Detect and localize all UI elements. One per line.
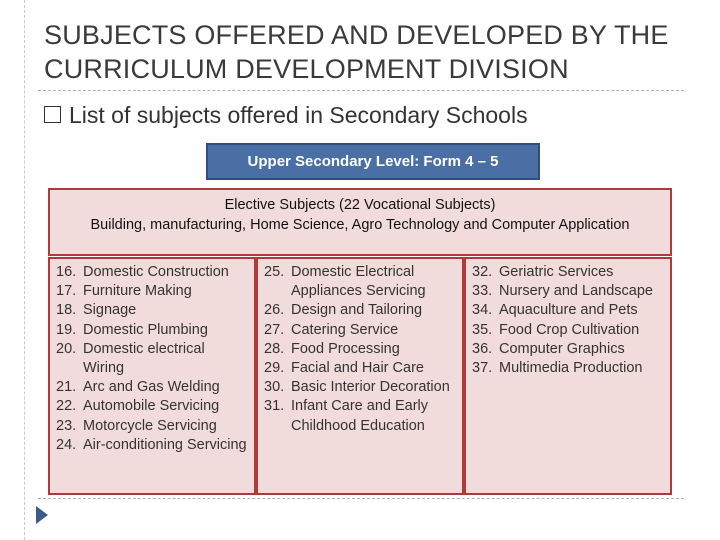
subject-item: [56, 378, 248, 397]
subject-item: [472, 301, 664, 320]
subject-number: 20.: [56, 340, 77, 357]
subject-number: 26.: [264, 302, 285, 319]
subject-number: 33.: [472, 283, 493, 300]
subject-number: 18.: [56, 302, 77, 319]
subject-number: 30.: [264, 379, 285, 396]
subject-number: 35.: [472, 321, 493, 338]
subject-number: 37.: [472, 360, 493, 377]
subject-name: Catering Service: [291, 321, 399, 338]
subject-number: 19.: [56, 321, 77, 338]
subject-number: 29.: [264, 360, 285, 377]
checkbox-bullet-icon: [44, 106, 61, 123]
subject-name: Motorcycle Servicing: [83, 417, 217, 434]
subject-item: [472, 263, 664, 282]
upper-secondary-label: Upper Secondary Level: Form 4 – 5: [206, 143, 540, 180]
subject-name: Aquaculture and Pets: [499, 302, 638, 319]
subject-name: Furniture Making: [83, 283, 192, 300]
subject-column-3: [464, 257, 672, 495]
divider-top: [38, 90, 684, 91]
subject-number: 28.: [264, 340, 285, 357]
subject-name: Geriatric Services: [499, 264, 614, 280]
subject-item: [56, 321, 248, 340]
bullet-text: List of subjects offered in Secondary Schools: [69, 102, 528, 128]
subject-item: [264, 321, 456, 340]
elective-header-text: Elective Subjects (22 Vocational Subjects) Building, manufacturing, Home Science, Agro Technology and Computer Application: [90, 197, 630, 233]
subject-name: Infant Care and Early Childhood Education: [291, 398, 429, 434]
subject-name: Food Processing: [291, 340, 400, 357]
subject-item: [56, 436, 248, 455]
subject-name: Domestic Electrical Appliances Servicing: [291, 264, 426, 300]
play-triangle-icon[interactable]: [36, 506, 48, 524]
subject-name: Computer Graphics: [499, 340, 625, 357]
subject-item: [264, 301, 456, 320]
subject-name: Domestic electrical Wiring: [83, 340, 205, 377]
subject-item: [472, 282, 664, 301]
subject-item: [56, 301, 248, 320]
subject-item: [56, 417, 248, 436]
subject-name: Signage: [83, 302, 137, 319]
subject-item: [56, 340, 248, 378]
subject-item: [472, 321, 664, 340]
subject-name: Automobile Servicing: [83, 398, 220, 415]
subject-number: 17.: [56, 283, 77, 300]
subject-number: 21.: [56, 379, 77, 396]
subject-number: 25.: [264, 264, 285, 280]
slide-title: SUBJECTS OFFERED AND DEVELOPED BY THE CURRICULUM DEVELOPMENT DIVISION: [44, 20, 669, 84]
subject-item: [264, 378, 456, 397]
subject-number: 31.: [264, 398, 285, 415]
subject-number: 36.: [472, 340, 493, 357]
subject-name: Domestic Construction: [83, 264, 229, 280]
subject-name: Nursery and Landscape: [499, 283, 653, 300]
subject-column-1: [48, 257, 256, 495]
elective-header: [48, 188, 672, 256]
subject-item: [56, 397, 248, 416]
subject-name: Domestic Plumbing: [83, 321, 208, 338]
subject-item: [472, 340, 664, 359]
subject-number: 16.: [56, 264, 77, 280]
subject-number: 22.: [56, 398, 77, 415]
subject-name: Air-conditioning Servicing: [83, 436, 247, 453]
subject-item: [264, 359, 456, 378]
decorative-vertical-line: [24, 0, 25, 540]
subject-number: 34.: [472, 302, 493, 319]
subject-column-2: [256, 257, 464, 495]
subject-name: Design and Tailoring: [291, 302, 423, 319]
subject-name: Multimedia Production: [499, 360, 643, 377]
divider-bottom: [38, 498, 684, 499]
subject-number: 27.: [264, 321, 285, 338]
subject-name: Facial and Hair Care: [291, 360, 424, 377]
subject-item: [56, 282, 248, 301]
subject-item: [264, 263, 456, 301]
subject-item: [56, 263, 248, 282]
subject-number: 24.: [56, 436, 77, 453]
subject-item: [264, 340, 456, 359]
subject-number: 32.: [472, 264, 493, 280]
subject-name: Basic Interior Decoration: [291, 379, 450, 396]
bullet-item: [44, 102, 528, 129]
subject-item: [264, 397, 456, 435]
subject-name: Food Crop Cultivation: [499, 321, 640, 338]
subject-number: 23.: [56, 417, 77, 434]
subject-name: Arc and Gas Welding: [83, 379, 220, 396]
subject-item: [472, 359, 664, 378]
